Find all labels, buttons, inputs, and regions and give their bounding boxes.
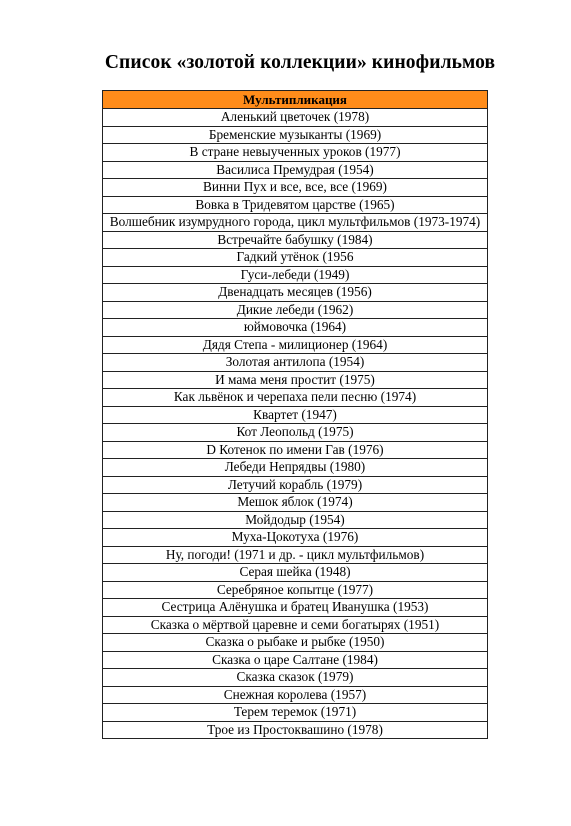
film-title-cell: Сказка сказок (1979) bbox=[103, 669, 488, 687]
page-title: Список «золотой коллекции» кинофильмов bbox=[104, 52, 496, 73]
table-row bbox=[103, 406, 488, 424]
film-title-cell: Летучий корабль (1979) bbox=[103, 476, 488, 494]
film-title-cell: Кот Леопольд (1975) bbox=[103, 424, 488, 442]
table-row bbox=[103, 284, 488, 302]
table-row bbox=[103, 721, 488, 739]
film-title-cell: Бременские музыканты (1969) bbox=[103, 126, 488, 144]
film-title-cell: Мешок яблок (1974) bbox=[103, 494, 488, 512]
table-row bbox=[103, 704, 488, 722]
film-title-cell: И мама меня простит (1975) bbox=[103, 371, 488, 389]
film-title-cell: Вовка в Тридевятом царстве (1965) bbox=[103, 196, 488, 214]
film-title-cell: Серебряное копытце (1977) bbox=[103, 581, 488, 599]
table-row bbox=[103, 686, 488, 704]
table-row bbox=[103, 354, 488, 372]
film-title-cell: Золотая антилопа (1954) bbox=[103, 354, 488, 372]
film-title-cell: Волшебник изумрудного города, цикл мультфильмов (1973-1974) bbox=[103, 214, 488, 232]
table-row bbox=[103, 529, 488, 547]
table-row bbox=[103, 179, 488, 197]
table-row bbox=[103, 494, 488, 512]
film-title-cell: Гадкий утёнок (1956 bbox=[103, 249, 488, 267]
table-row bbox=[103, 249, 488, 267]
film-title-cell: Ну, погоди! (1971 и др. - цикл мультфильмов) bbox=[103, 546, 488, 564]
table-row bbox=[103, 266, 488, 284]
film-title-cell: Снежная королева (1957) bbox=[103, 686, 488, 704]
film-title-cell: Терем теремок (1971) bbox=[103, 704, 488, 722]
film-title-cell: Встречайте бабушку (1984) bbox=[103, 231, 488, 249]
table-row bbox=[103, 581, 488, 599]
table-row bbox=[103, 161, 488, 179]
film-title-cell: Винни Пух и все, все, все (1969) bbox=[103, 179, 488, 197]
table-row bbox=[103, 599, 488, 617]
film-title-cell: Дядя Степа - милиционер (1964) bbox=[103, 336, 488, 354]
table-row bbox=[103, 214, 488, 232]
table-row bbox=[103, 336, 488, 354]
table-row bbox=[103, 651, 488, 669]
table-header-row bbox=[103, 91, 488, 109]
table-row bbox=[103, 424, 488, 442]
table-row bbox=[103, 669, 488, 687]
film-title-cell: Василиса Премудрая (1954) bbox=[103, 161, 488, 179]
table-row bbox=[103, 616, 488, 634]
table-row bbox=[103, 476, 488, 494]
film-title-cell: Дикие лебеди (1962) bbox=[103, 301, 488, 319]
table-row bbox=[103, 564, 488, 582]
table-row bbox=[103, 546, 488, 564]
table-row bbox=[103, 319, 488, 337]
table-row bbox=[103, 126, 488, 144]
film-title-cell: Квартет (1947) bbox=[103, 406, 488, 424]
film-title-cell: Муха-Цокотуха (1976) bbox=[103, 529, 488, 547]
table-row bbox=[103, 634, 488, 652]
table-row bbox=[103, 231, 488, 249]
table-body bbox=[103, 109, 488, 739]
table-row bbox=[103, 196, 488, 214]
film-title-cell: Мойдодыр (1954) bbox=[103, 511, 488, 529]
film-title-cell: Сказка о рыбаке и рыбке (1950) bbox=[103, 634, 488, 652]
film-title-cell: Серая шейка (1948) bbox=[103, 564, 488, 582]
film-title-cell: Гуси-лебеди (1949) bbox=[103, 266, 488, 284]
film-title-cell: Аленький цветочек (1978) bbox=[103, 109, 488, 127]
table-row bbox=[103, 389, 488, 407]
table-row bbox=[103, 371, 488, 389]
table-row bbox=[103, 144, 488, 162]
table-header-cell: Мультипликация bbox=[103, 91, 488, 109]
film-title-cell: Как львёнок и черепаха пели песню (1974) bbox=[103, 389, 488, 407]
film-title-cell: Лебеди Непрядвы (1980) bbox=[103, 459, 488, 477]
table-row bbox=[103, 511, 488, 529]
table-row bbox=[103, 109, 488, 127]
film-title-cell: D Котенок по имени Гав (1976) bbox=[103, 441, 488, 459]
film-title-cell: Двенадцать месяцев (1956) bbox=[103, 284, 488, 302]
table-row bbox=[103, 459, 488, 477]
film-title-cell: Сказка о царе Салтане (1984) bbox=[103, 651, 488, 669]
films-table bbox=[102, 90, 488, 739]
table-row bbox=[103, 441, 488, 459]
film-title-cell: Сказка о мёртвой царевне и семи богатырях (1951) bbox=[103, 616, 488, 634]
table-row bbox=[103, 301, 488, 319]
film-title-cell: Сестрица Алёнушка и братец Иванушка (1953) bbox=[103, 599, 488, 617]
film-title-cell: Трое из Простоквашино (1978) bbox=[103, 721, 488, 739]
film-title-cell: В стране невыученных уроков (1977) bbox=[103, 144, 488, 162]
film-title-cell: юймовочка (1964) bbox=[103, 319, 488, 337]
